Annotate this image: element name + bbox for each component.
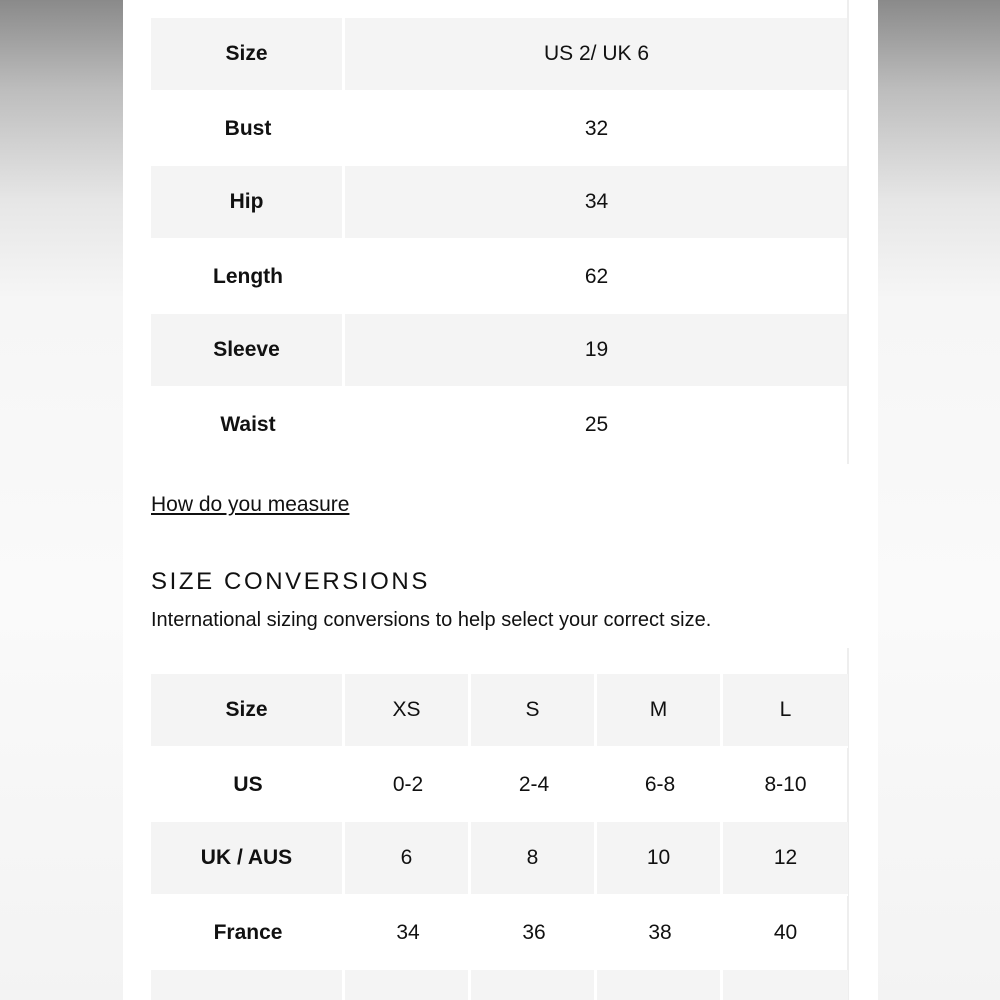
row-value: 2-4 (518, 773, 550, 796)
row-value: US 2/ UK 6 (345, 18, 848, 92)
row-label: Bust (224, 117, 272, 140)
row-value-cut-off (723, 970, 848, 1000)
table-row (151, 388, 848, 462)
row-value: 12 (723, 822, 848, 896)
row-value-cut-off (471, 970, 597, 1000)
row-label: France (213, 921, 283, 944)
measurements-table (151, 18, 848, 462)
table-row (151, 166, 848, 240)
how-do-you-measure-link[interactable]: How do you measure (151, 493, 350, 516)
table-row (151, 896, 848, 970)
row-label: Hip (151, 166, 345, 240)
row-value: 25 (584, 413, 609, 436)
row-value: 10 (597, 822, 723, 896)
row-value: 8 (471, 822, 597, 896)
row-label: Sleeve (151, 314, 345, 388)
row-label: US (233, 773, 263, 796)
row-value: 34 (345, 166, 848, 240)
table-row (151, 18, 848, 92)
row-value: 19 (345, 314, 848, 388)
row-label: Size (151, 18, 345, 92)
row-label: Length (213, 265, 283, 288)
table-row (151, 314, 848, 388)
size-conversions-table (151, 674, 848, 1000)
table-row (151, 822, 848, 896)
row-value: 34 (396, 921, 420, 944)
table-edge-divider (847, 0, 849, 464)
size-guide-page (123, 0, 878, 1000)
section-subtitle: International sizing conversions to help select your correct size. (151, 609, 712, 631)
row-value-cut-off (597, 970, 723, 1000)
row-label: Waist (220, 413, 276, 436)
row-value: 62 (584, 265, 609, 288)
row-value: 32 (584, 117, 609, 140)
table-row-partial (151, 970, 848, 1000)
header-size: L (723, 674, 848, 748)
row-value: 8-10 (764, 773, 807, 796)
table-row (151, 240, 848, 314)
header-size: XS (345, 674, 471, 748)
row-value: 36 (522, 921, 546, 944)
header-label: Size (151, 674, 345, 748)
row-value-cut-off (345, 970, 471, 1000)
table-row (151, 748, 848, 822)
header-size: S (471, 674, 597, 748)
table-header-row (151, 674, 848, 748)
row-value: 6 (345, 822, 471, 896)
table-row (151, 92, 848, 166)
row-value: 0-2 (392, 773, 424, 796)
row-value: 38 (648, 921, 672, 944)
row-label-cut-off (151, 970, 345, 1000)
header-size: M (597, 674, 723, 748)
row-value: 6-8 (644, 773, 676, 796)
row-label: UK / AUS (151, 822, 345, 896)
row-value: 40 (773, 921, 798, 944)
section-title: SIZE CONVERSIONS (151, 568, 430, 595)
